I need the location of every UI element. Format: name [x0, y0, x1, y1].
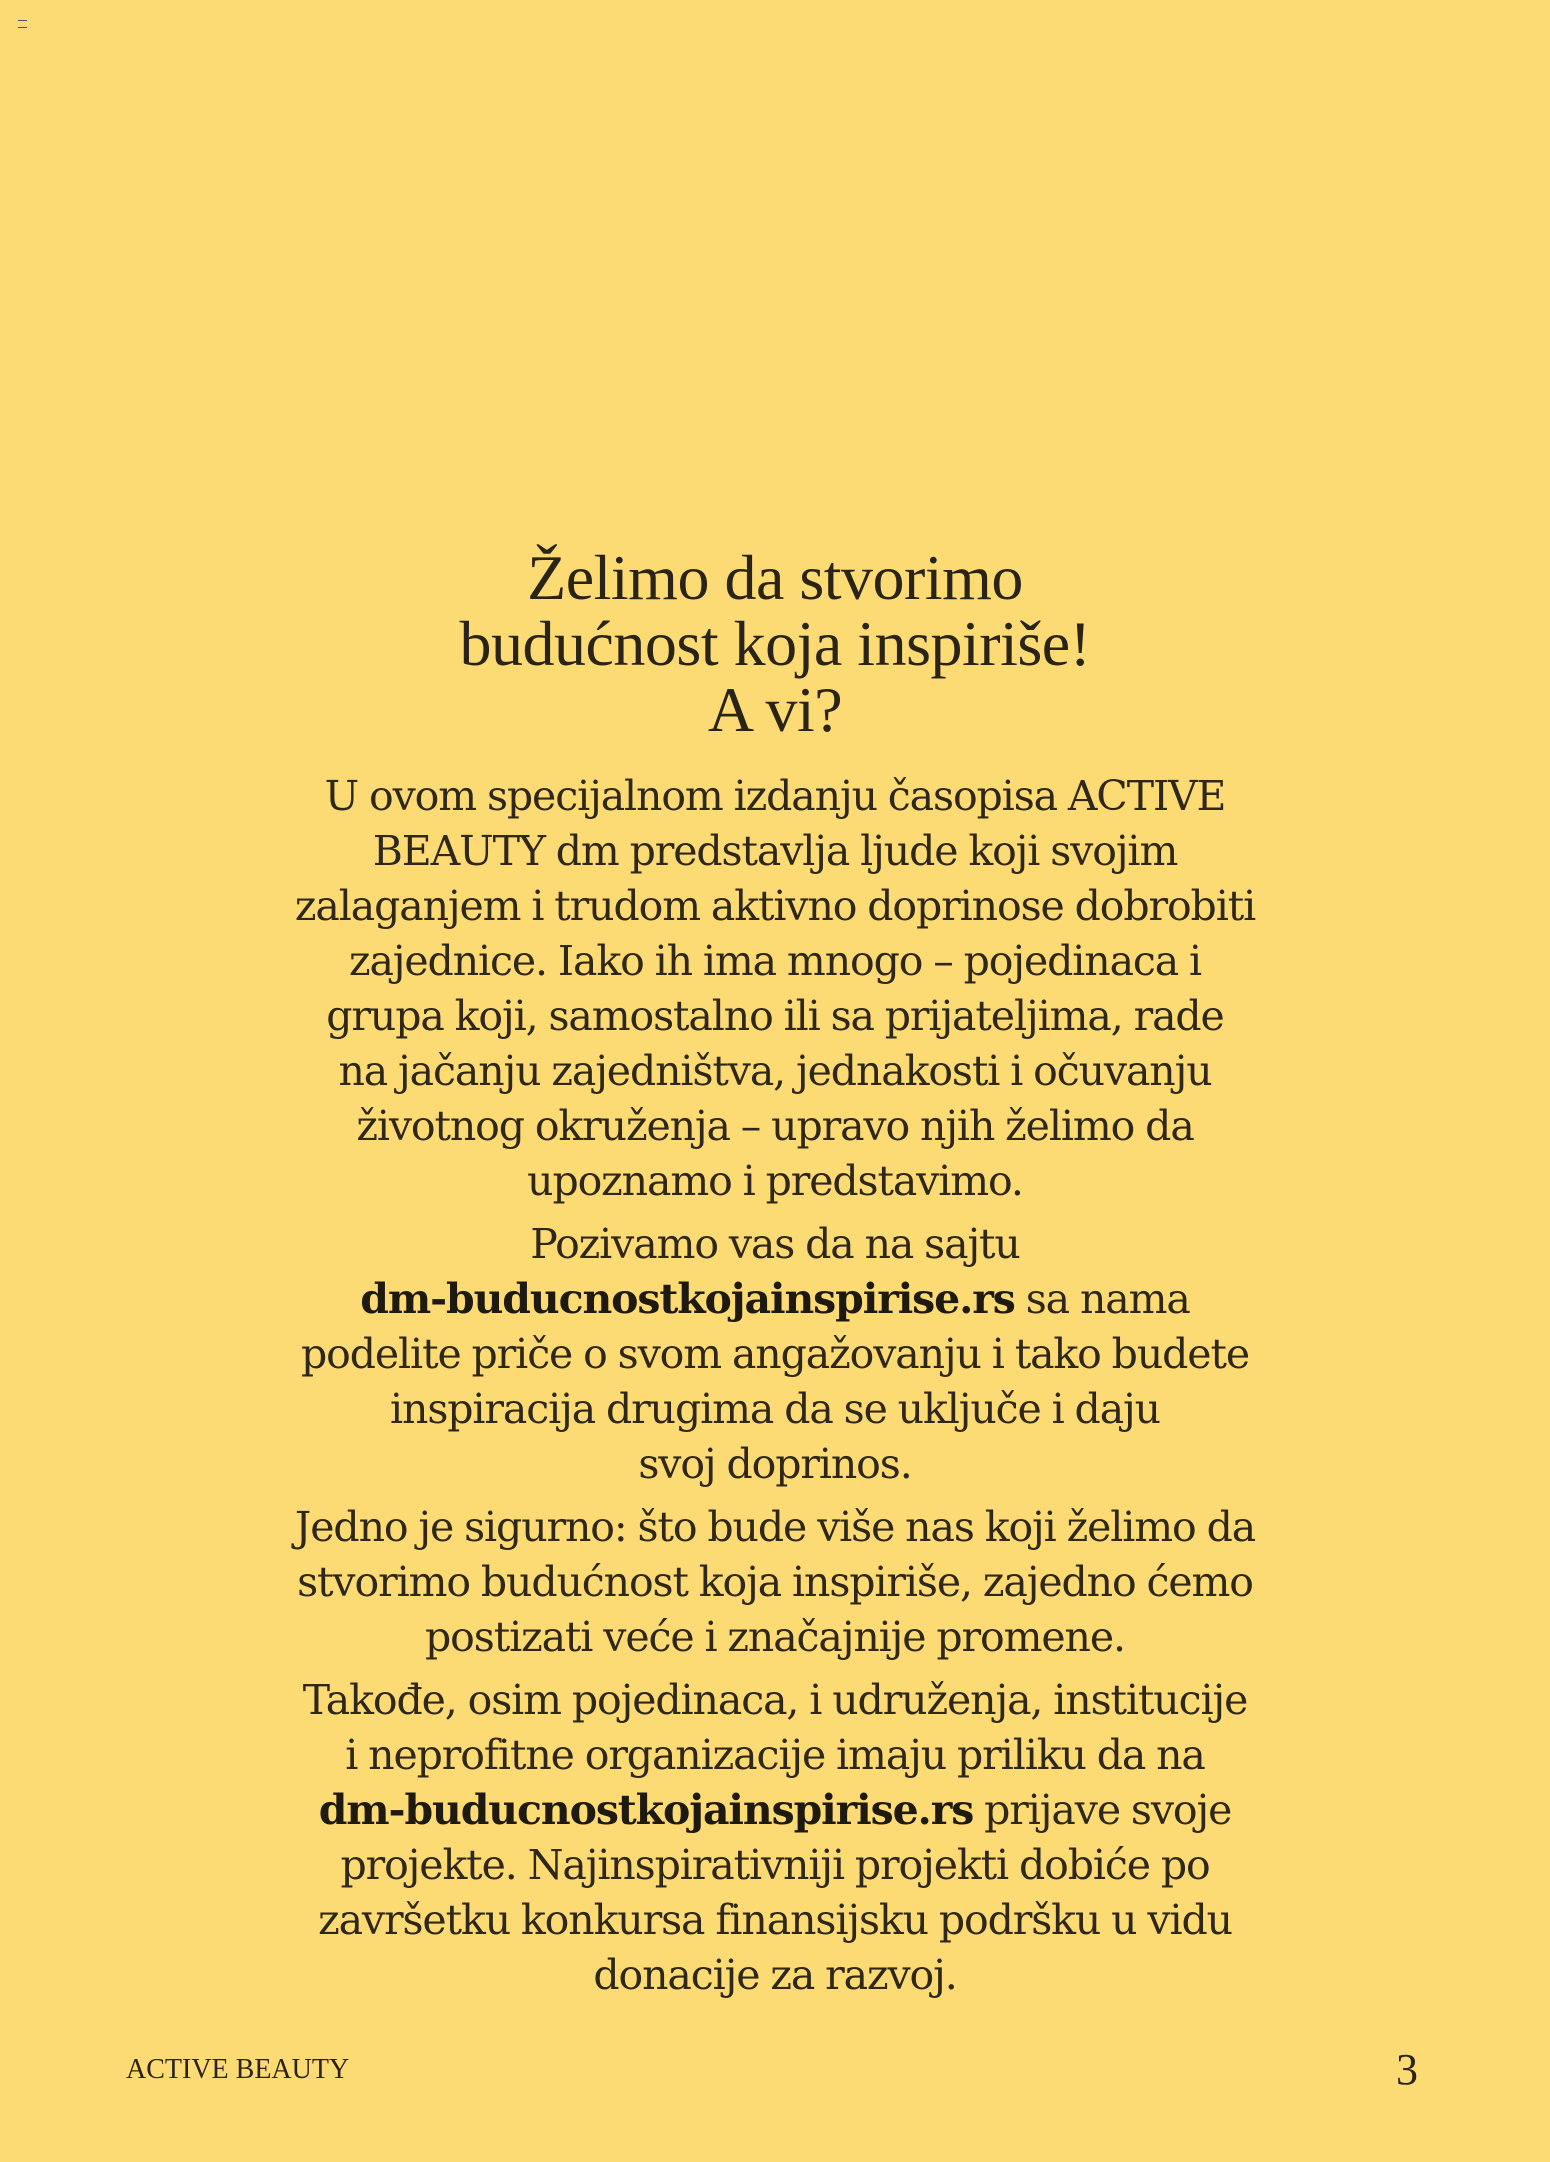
text-line: Pozivamo vas da na sajtu: [530, 1220, 1020, 1268]
organizations-paragraph: [275, 1673, 1275, 2003]
text-line: U ovom specijalnom izdanju časopisa ACTIVE: [324, 772, 1226, 820]
text-line: Jedno je sigurno: što bude više nas koji želimo da: [294, 1503, 1256, 1551]
title-line-2: budućnost koja inspiriše!: [459, 608, 1091, 679]
text-line: grupa koji, samostalno ili sa prijateljima, rade: [326, 992, 1224, 1040]
text-line: donacije za razvoj.: [593, 1951, 957, 1999]
text-line: na jačanju zajedništva, jednakosti i očuvanju: [338, 1047, 1212, 1095]
website-link[interactable]: dm-buducnostkojainspirise.rs: [318, 1786, 974, 1834]
text-line: i neprofitne organizacije imaju priliku da na: [345, 1731, 1205, 1779]
page-title: [275, 542, 1275, 745]
text-fragment: prijave svoje: [973, 1786, 1232, 1834]
text-line: Takođe, osim pojedinaca, i udruženja, institucije: [302, 1676, 1248, 1724]
text-line: svoj doprinos.: [638, 1440, 912, 1488]
text-line: stvorimo budućnost koja inspiriše, zajedno ćemo: [297, 1558, 1253, 1606]
title-line-1: Želimo da stvorimo: [527, 542, 1023, 613]
intro-paragraph: [275, 769, 1275, 1209]
text-line: upoznamo i predstavimo.: [527, 1157, 1023, 1205]
page-number: 3: [1396, 2045, 1418, 2094]
text-line: podelite priče o svom angažovanju i tako budete: [301, 1330, 1249, 1378]
title-line-3: A vi?: [707, 674, 843, 745]
text-line: [275, 1783, 1275, 1838]
text-line: projekte. Najinspirativniji projekti dobiće po: [340, 1841, 1210, 1889]
website-link[interactable]: dm-buducnostkojainspirise.rs: [360, 1275, 1015, 1323]
text-line: [275, 1272, 1275, 1327]
text-line: životnog okruženja – upravo njih želimo da: [356, 1102, 1194, 1150]
text-line: inspiracija drugima da se uključe i daju: [390, 1385, 1160, 1433]
text-line: zalaganjem i trudom aktivno doprinose dobrobiti: [294, 882, 1256, 930]
text-line: zajednice. Iako ih ima mnogo – pojedinaca i: [348, 937, 1202, 985]
text-line: završetku konkursa finansijsku podršku u vidu: [318, 1896, 1232, 1944]
invitation-paragraph: [275, 1217, 1275, 1492]
text-line: postizati veće i značajnije promene.: [425, 1613, 1125, 1661]
text-fragment: sa nama: [1014, 1275, 1190, 1323]
article-body: [275, 542, 1275, 2011]
statement-paragraph: [275, 1500, 1275, 1665]
magazine-name: ACTIVE BEAUTY: [126, 2054, 350, 2085]
text-line: BEAUTY dm predstavlja ljude koji svojim: [372, 827, 1178, 875]
corner-mark-icon: [18, 20, 27, 28]
